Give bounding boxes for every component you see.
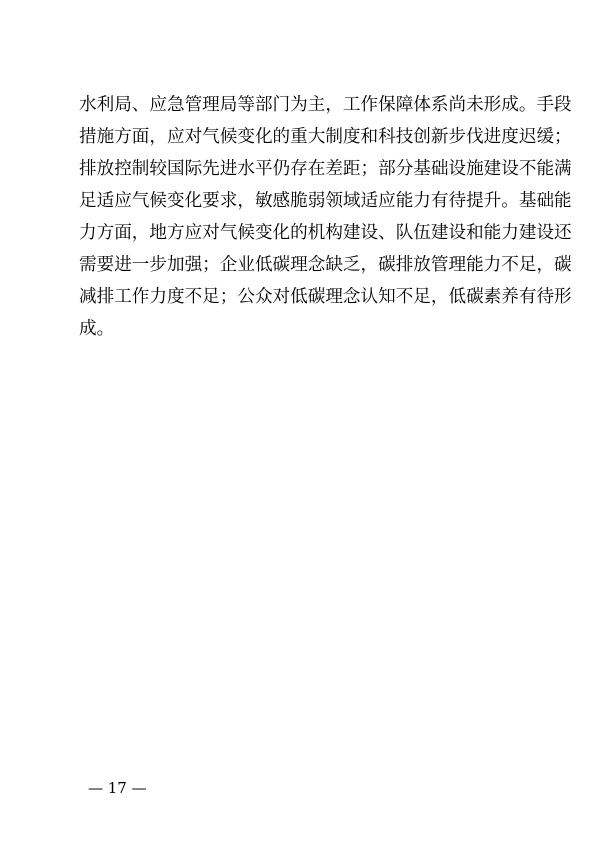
paragraph-line: 成。 [79,319,115,339]
paragraph-line: 减排工作力度不足；公众对低碳理念认知不足，低碳素养有待形 [79,287,572,307]
page-number: — 17 — [88,779,147,797]
paragraph-line: 排放控制较国际先进水平仍存在差距；部分基础设施建设不能满 [79,159,572,179]
paragraph-line: 需要进一步加强；企业低碳理念缺乏，碳排放管理能力不足，碳 [79,255,572,275]
paragraph-line: 足适应气候变化要求，敏感脆弱领域适应能力有待提升。基础能 [79,191,572,211]
paragraph-line: 力方面，地方应对气候变化的机构建设、队伍建设和能力建设还 [79,223,572,243]
paragraph-line: 措施方面，应对气候变化的重大制度和科技创新步伐进度迟缓； [79,127,572,147]
body-paragraph [79,89,572,345]
paragraph-line: 水利局、应急管理局等部门为主，工作保障体系尚未形成。手段 [79,95,572,115]
